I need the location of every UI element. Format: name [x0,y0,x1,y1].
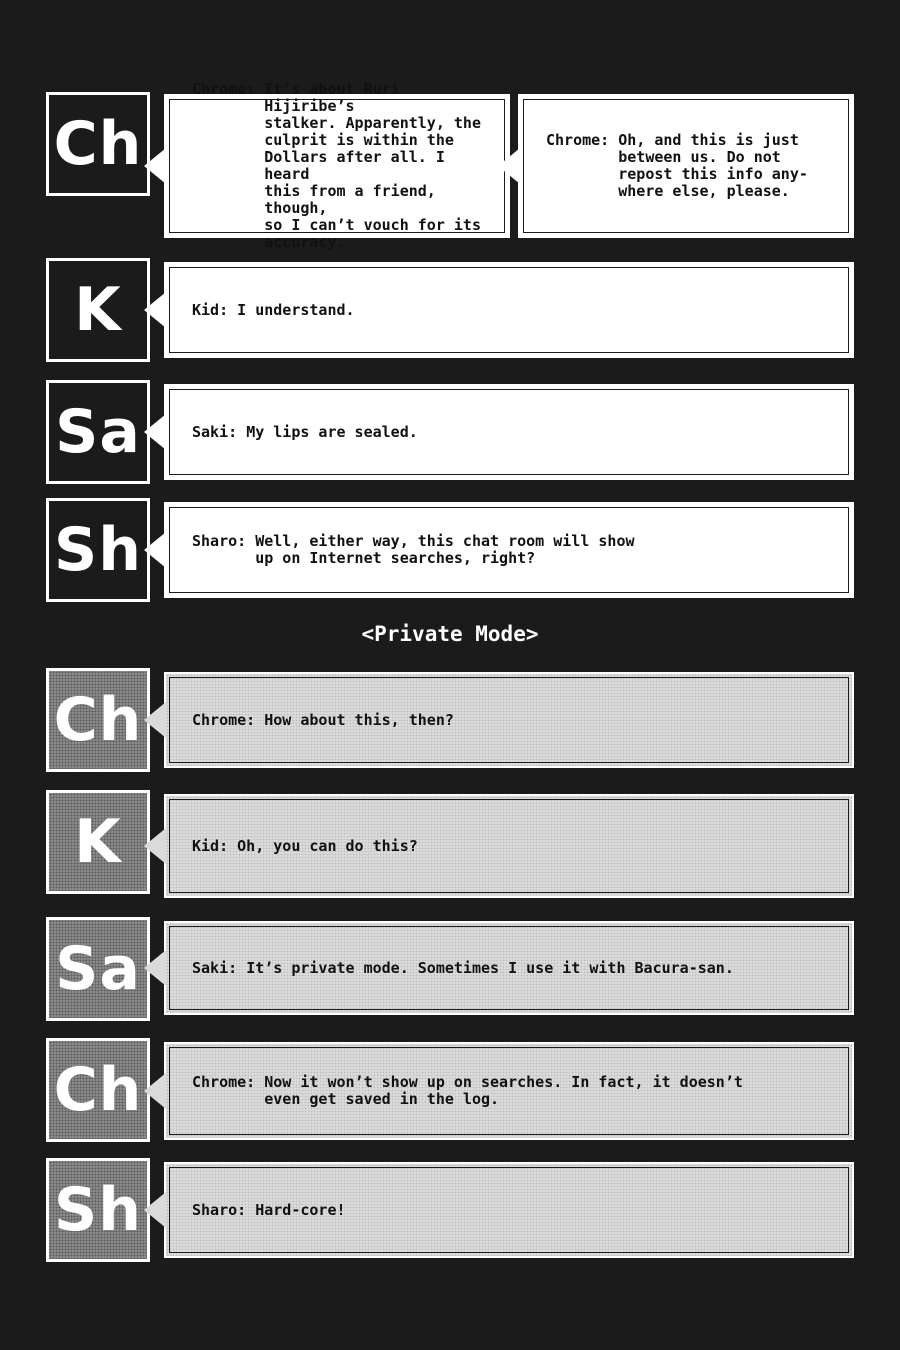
message-text: It’s about Ruri Hijiribe’s stalker. Apparently, the culprit is within the Dollars after all. I heard this from a friend, though, so I can’t vouch for its accuracy. [264,80,481,251]
avatar-saki: Sa [46,380,150,484]
chat-message-row [46,258,854,362]
message-bubble [164,1162,854,1258]
chat-message-row [46,380,854,484]
bubble-tail [144,702,166,738]
avatar-chrome: Ch [46,668,150,772]
chat-message-row-private [46,1158,854,1262]
avatar-kid: K [46,258,150,362]
speaker-name: Sharo: [192,532,247,550]
message-content [192,533,635,567]
message-bubble [164,794,854,898]
message-content [192,712,454,729]
bubble-tail [144,532,166,568]
bubble-tail [144,292,166,328]
avatar-chrome: Ch [46,1038,150,1142]
speaker-name: Chrome: [192,710,256,729]
message-text: Well, either way, this chat room will show up on Internet searches, right? [255,532,635,567]
avatar-sharo: Sh [46,498,150,602]
message-bubble [164,921,854,1015]
bubble-tail [144,1073,166,1109]
chat-message-row-private [46,668,854,772]
message-content [192,838,418,855]
avatar-chrome: Ch [46,92,150,196]
private-mode-label: <Private Mode> [361,622,539,646]
message-text: Oh, you can do this? [237,836,418,855]
chat-message-row [46,80,854,251]
message-bubble [164,502,854,598]
speaker-name: Saki: [192,958,238,977]
speaker-name: Kid: [192,300,229,319]
message-bubble [164,672,854,768]
speaker-name: Saki: [192,422,238,441]
message-bubble-continued [518,94,854,238]
message-text: Oh, and this is just between us. Do not repost this info any- where else, please. [618,131,808,200]
bubble-tail [144,148,166,184]
message-bubble [164,384,854,480]
chat-message-row [46,498,854,602]
speaker-name: Chrome: [546,131,610,149]
message-content [192,1202,346,1219]
message-content [192,302,355,319]
speaker-name: Kid: [192,836,229,855]
bubble-tail [144,414,166,450]
speaker-name: Chrome: [192,1073,256,1091]
message-content [192,1074,743,1108]
avatar-sharo: Sh [46,1158,150,1262]
message-text: Hard-core! [255,1200,346,1219]
message-text: Now it won’t show up on searches. In fact, it doesn’t even get saved in the log. [264,1073,743,1108]
chat-message-row-private [46,790,854,894]
avatar-saki: Sa [46,917,150,1021]
message-content [192,424,418,441]
bubble-tail [498,148,520,184]
message-content [192,960,734,977]
chat-message-row-private [46,1038,854,1142]
message-text: I understand. [237,300,355,319]
message-content [192,81,488,251]
message-bubble [164,80,510,251]
avatar-kid: K [46,790,150,894]
bubble-tail [144,828,166,864]
speaker-name: Chrome: [192,80,256,98]
bubble-tail [144,1192,166,1228]
message-bubble [164,1042,854,1140]
bubble-tail [144,950,166,986]
speaker-name: Sharo: [192,1200,247,1219]
message-bubble [164,262,854,358]
message-content [546,132,808,200]
chat-message-row-private [46,917,854,1021]
message-text: How about this, then? [264,710,454,729]
message-text: My lips are sealed. [246,422,418,441]
message-text: It’s private mode. Sometimes I use it with Bacura-san. [246,958,734,977]
